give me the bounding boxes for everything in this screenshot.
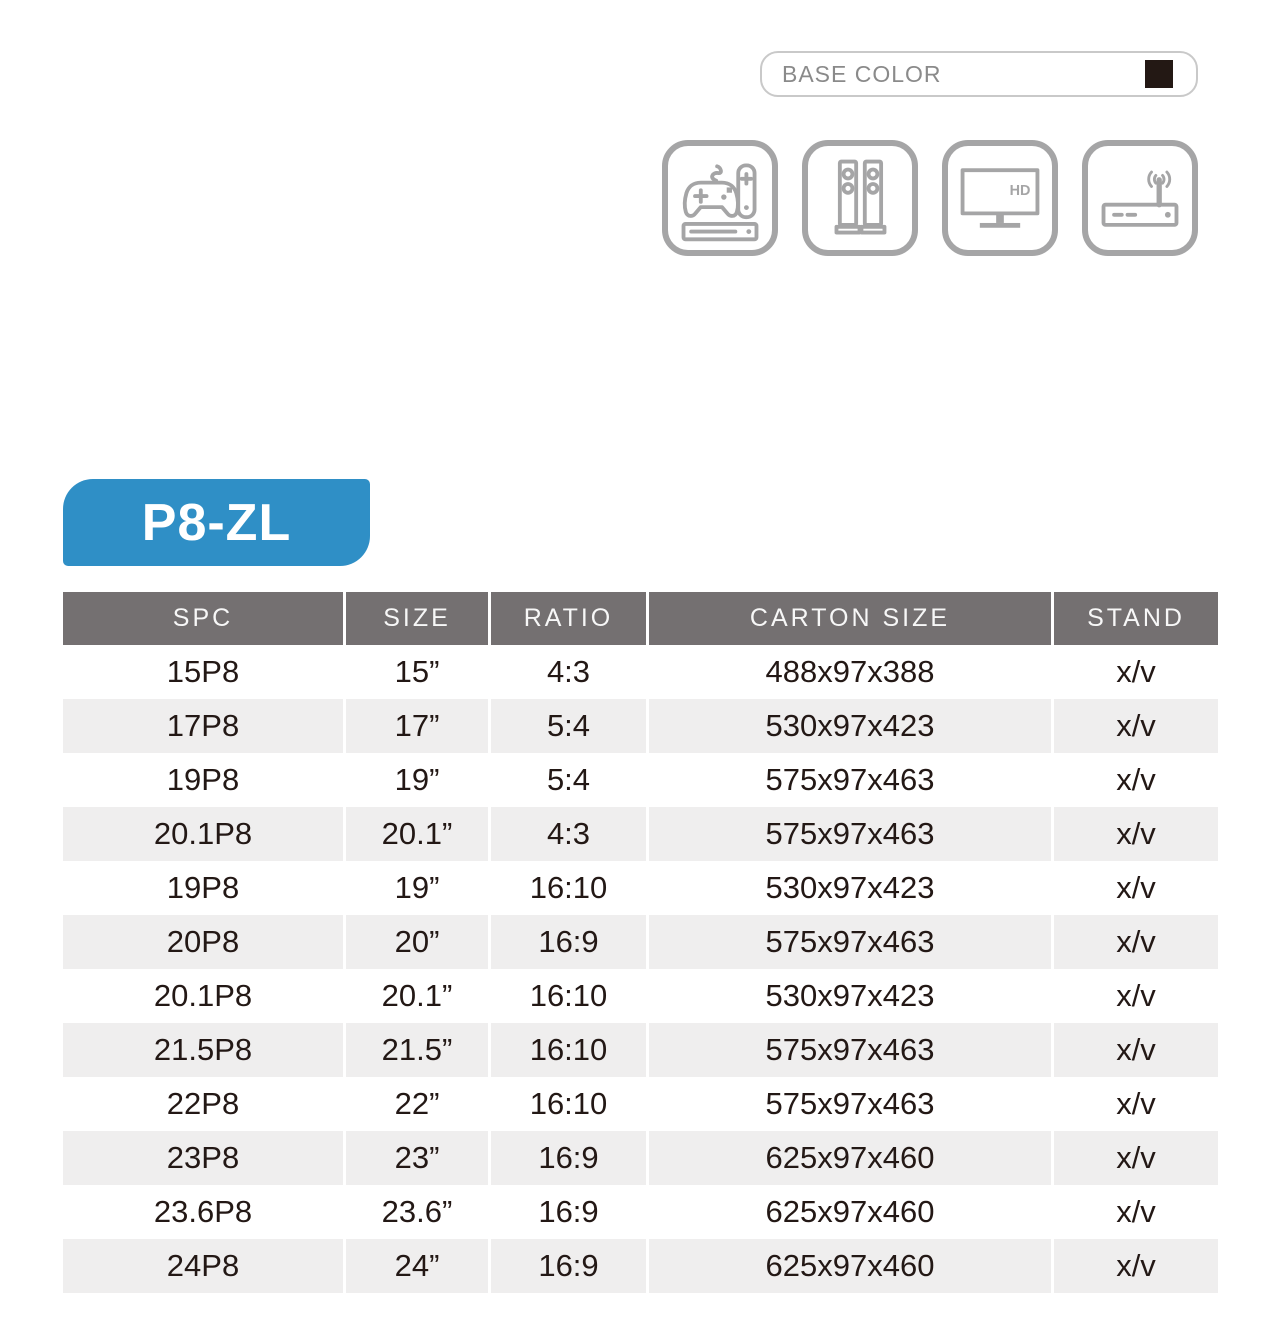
base-color-swatch [1145,60,1173,88]
cell-spc: 20.1P8 [63,969,343,1023]
cell-stand: x/v [1054,807,1218,861]
model-badge [63,479,370,566]
cell-stand: x/v [1054,1185,1218,1239]
cell-ratio: 16:9 [491,915,646,969]
cell-carton: 625x97x460 [649,1185,1051,1239]
cell-size: 15” [346,645,488,699]
cell-spc: 23P8 [63,1131,343,1185]
cell-ratio: 5:4 [491,699,646,753]
cell-carton: 488x97x388 [649,645,1051,699]
cell-ratio: 4:3 [491,645,646,699]
cell-spc: 19P8 [63,861,343,915]
cell-spc: 20.1P8 [63,807,343,861]
game-console-icon [662,140,778,256]
cell-spc: 23.6P8 [63,1185,343,1239]
cell-stand: x/v [1054,1023,1218,1077]
cell-stand: x/v [1054,753,1218,807]
col-header-ratio: RATIO [491,592,646,645]
cell-carton: 575x97x463 [649,1023,1051,1077]
cell-ratio: 16:10 [491,969,646,1023]
cell-size: 24” [346,1239,488,1293]
table-row [63,699,1218,753]
cell-carton: 575x97x463 [649,753,1051,807]
cell-ratio: 16:10 [491,861,646,915]
cell-spc: 22P8 [63,1077,343,1131]
col-header-carton: CARTON SIZE [649,592,1051,645]
model-badge-label: P8-ZL [141,493,292,552]
cell-carton: 530x97x423 [649,699,1051,753]
base-color-label: BASE COLOR [782,60,942,87]
spec-table [60,592,1221,1293]
cell-stand: x/v [1054,915,1218,969]
cell-spc: 21.5P8 [63,1023,343,1077]
col-header-stand: STAND [1054,592,1218,645]
table-row [63,915,1218,969]
cell-carton: 575x97x463 [649,807,1051,861]
spec-table-body [63,645,1218,1293]
cell-size: 23” [346,1131,488,1185]
cell-stand: x/v [1054,1131,1218,1185]
table-row [63,645,1218,699]
cell-spc: 24P8 [63,1239,343,1293]
cell-ratio: 4:3 [491,807,646,861]
cell-stand: x/v [1054,1239,1218,1293]
cell-carton: 625x97x460 [649,1239,1051,1293]
cell-size: 19” [346,861,488,915]
col-header-size: SIZE [346,592,488,645]
spec-table-header [63,592,1218,645]
cell-stand: x/v [1054,1077,1218,1131]
table-row [63,861,1218,915]
cell-spc: 17P8 [63,699,343,753]
feature-icons-row [662,140,1198,256]
cell-size: 19” [346,753,488,807]
col-header-spc: SPC [63,592,343,645]
cell-stand: x/v [1054,645,1218,699]
cell-size: 20.1” [346,807,488,861]
cell-stand: x/v [1054,861,1218,915]
cell-ratio: 16:10 [491,1077,646,1131]
table-row [63,1239,1218,1293]
table-row [63,1131,1218,1185]
cell-size: 17” [346,699,488,753]
cell-size: 20” [346,915,488,969]
cell-carton: 530x97x423 [649,969,1051,1023]
table-row [63,807,1218,861]
hd-label: HD [1009,183,1031,200]
cell-ratio: 16:9 [491,1185,646,1239]
cell-carton: 625x97x460 [649,1131,1051,1185]
cell-ratio: 16:9 [491,1131,646,1185]
cell-ratio: 5:4 [491,753,646,807]
cell-spc: 20P8 [63,915,343,969]
cell-size: 22” [346,1077,488,1131]
cell-carton: 575x97x463 [649,915,1051,969]
table-row [63,1077,1218,1131]
base-color-box [760,51,1198,97]
cell-stand: x/v [1054,969,1218,1023]
cell-size: 20.1” [346,969,488,1023]
table-row [63,1185,1218,1239]
cell-carton: 530x97x423 [649,861,1051,915]
cell-carton: 575x97x463 [649,1077,1051,1131]
speakers-icon [802,140,918,256]
hd-tv-icon [942,140,1058,256]
table-row [63,969,1218,1023]
cell-spc: 15P8 [63,645,343,699]
table-row [63,753,1218,807]
cell-size: 23.6” [346,1185,488,1239]
cell-spc: 19P8 [63,753,343,807]
cell-ratio: 16:9 [491,1239,646,1293]
cell-stand: x/v [1054,699,1218,753]
cell-ratio: 16:10 [491,1023,646,1077]
router-icon [1082,140,1198,256]
table-row [63,1023,1218,1077]
cell-size: 21.5” [346,1023,488,1077]
